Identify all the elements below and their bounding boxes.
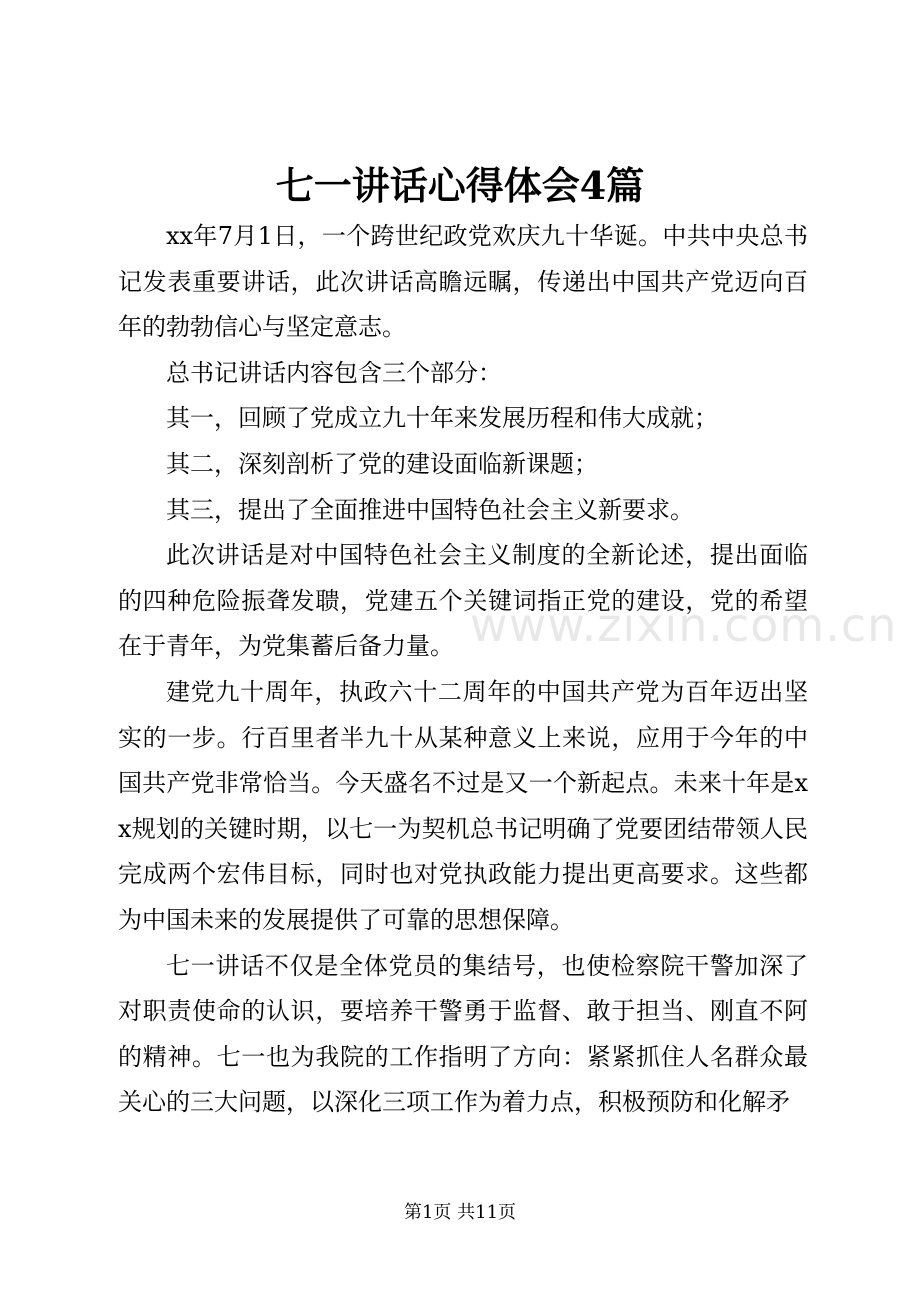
document-title: 七一讲话心得体会4篇 <box>275 163 645 208</box>
document-body <box>118 214 808 1126</box>
paragraph: 七一讲话不仅是全体党员的集结号，也使检察院干警加深了对职责使命的认识，要培养干警勇于监督、敢于担当、刚直不阿的精神。七一也为我院的工作指明了方向：紧紧抓住人名群众最关心的三大问题，以深化三项工作为着力点，积极预防和化解矛 <box>118 951 808 1117</box>
paragraph: 其一，回顾了党成立九十年来发展历程和伟大成就； <box>166 404 718 433</box>
watermark: www.zixin.com.cn <box>470 598 898 652</box>
paragraph: xx年7月1日，一个跨世纪政党欢庆九十华诞。中共中央总书记发表重要讲话，此次讲话高瞻远瞩，传递出中国共产党迈向百年的勃勃信心与坚定意志。 <box>118 222 808 342</box>
paragraph: 其三，提出了全面推进中国特色社会主义新要求。 <box>166 495 694 524</box>
paragraph: 其二，深刻剖析了党的建设面临新课题； <box>166 449 598 478</box>
paragraph: 建党九十周年，执政六十二周年的中国共产党为百年迈出坚实的一步。行百里者半九十从某种意义上来说，应用于今年的中国共产党非常恰当。今天盛名不过是又一个新起点。未来十年是xx规划的关键时期，以七一为契机总书记明确了党要团结带领人民完成两个宏伟目标，同时也对党执政能力提出更高要求。这些都为中国未来的发展提供了可靠的思想保障。 <box>118 677 808 934</box>
paragraph: 此次讲话是对中国特色社会主义制度的全新论述，提出面临的四种危险振聋发聩，党建五个关键词指正党的建设，党的希望在于青年，为党集蓄后备力量。 <box>118 541 808 661</box>
paragraph: 总书记讲话内容包含三个部分： <box>166 358 502 387</box>
page-footer: 第1页 共11页 <box>403 1202 517 1223</box>
